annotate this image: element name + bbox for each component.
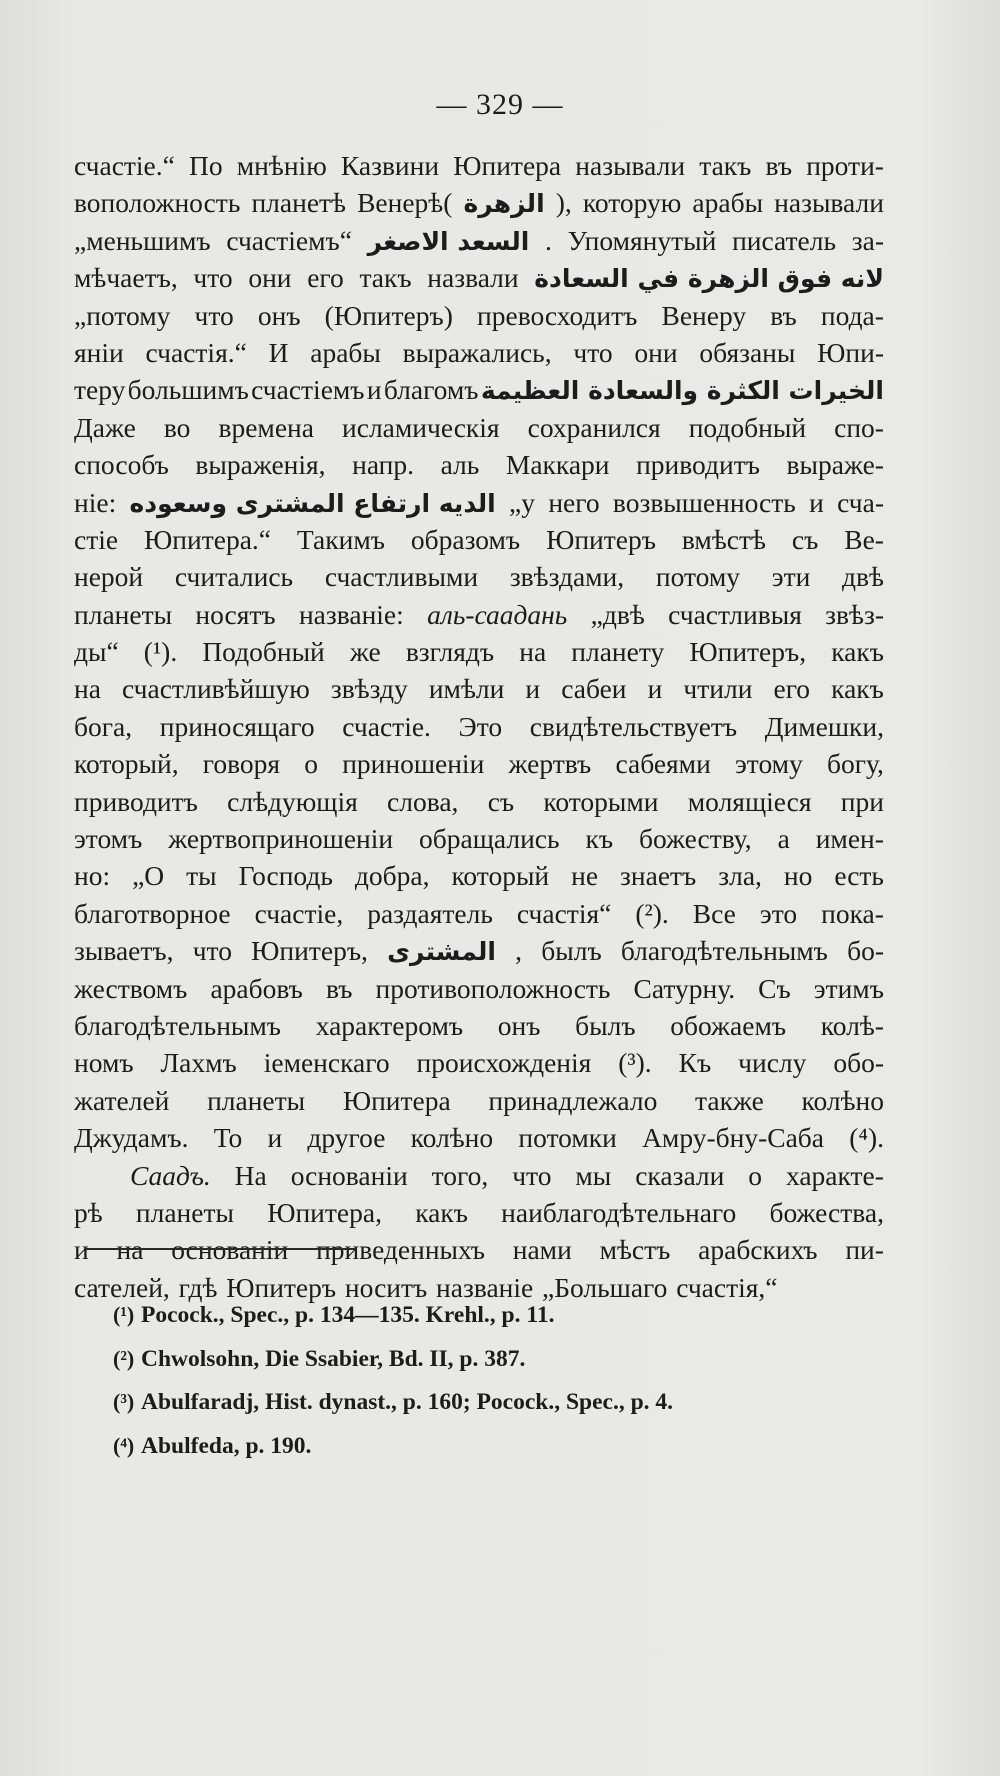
word: обязаны [699, 336, 796, 368]
word: былъ [575, 1009, 636, 1041]
footnote-marker: (⁴) [113, 1432, 135, 1458]
word: выраже- [786, 449, 884, 481]
word: и [525, 673, 541, 705]
word: нами [512, 1234, 572, 1266]
word: свидѣтельствуетъ [529, 710, 738, 742]
word: образомъ [410, 523, 521, 555]
word: бо- [847, 935, 884, 967]
word: въ [765, 150, 793, 181]
word: пи- [845, 1234, 884, 1266]
text-line [74, 898, 884, 935]
word: колѣно [410, 1122, 494, 1154]
word: Упомянутый [567, 224, 717, 256]
word: чтили [683, 673, 753, 705]
word: счастіемъ [251, 374, 365, 406]
text-line [74, 1047, 884, 1084]
word: „двѣ [590, 598, 645, 630]
word: во [163, 411, 191, 443]
footnote [113, 1302, 873, 1346]
word: что [573, 336, 613, 368]
text-line [74, 412, 884, 449]
word: благодѣтельнымъ [74, 1009, 282, 1041]
word: Венерѣ( [357, 187, 453, 219]
text-line [74, 673, 884, 710]
word: Юпитеръ, [251, 935, 368, 967]
word: зываетъ, [74, 935, 174, 967]
word: этому [735, 748, 803, 780]
footnote-text: Abulfaradj, Hist. dynast., p. 160; Pocock., Spec., p. 4. [141, 1389, 674, 1416]
text-line [74, 1085, 884, 1122]
word: Юпитера, [267, 1196, 382, 1228]
word: слова, [387, 785, 459, 817]
italic-term: Саадъ. [130, 1159, 211, 1191]
word: но [783, 860, 813, 892]
body-text [74, 150, 884, 1309]
word: и [647, 673, 663, 705]
word: который [451, 860, 550, 892]
text-line [74, 711, 884, 748]
word: жертвоприношеніи [168, 823, 394, 855]
word: Юпитера [453, 150, 562, 181]
word: арабы [692, 187, 764, 219]
word: благодѣтельнымъ [620, 935, 828, 967]
footnote [113, 1346, 873, 1390]
word: ты [186, 860, 217, 892]
word: знаетъ [620, 860, 697, 892]
word: и [809, 486, 824, 518]
word: Сатурну. [633, 972, 736, 1004]
word: проти- [806, 150, 884, 181]
word: но: [74, 860, 111, 892]
word: имѣли [428, 673, 505, 705]
word: добра, [354, 860, 430, 892]
word: его [773, 673, 811, 705]
word: , [515, 935, 523, 967]
text-line [74, 786, 884, 823]
word: . [545, 224, 552, 256]
word: потомки [518, 1122, 617, 1154]
word: Юпитеръ [226, 1271, 337, 1303]
word: характеромъ [315, 1009, 464, 1041]
word: номъ [74, 1047, 134, 1079]
word: (²). [635, 897, 669, 929]
word: считались [174, 561, 294, 593]
word: сча- [837, 486, 884, 518]
word: пода- [820, 299, 884, 331]
text-line [74, 1160, 884, 1197]
word: счастіе.“ [74, 150, 175, 181]
word: жателей [74, 1084, 170, 1116]
word: мѣчаетъ, [74, 262, 178, 294]
footnote [113, 1433, 873, 1477]
word: божеству, [638, 823, 752, 855]
text-line [74, 225, 884, 262]
word: божества, [769, 1196, 884, 1228]
word: съ [791, 523, 819, 555]
word: Димешки, [764, 710, 884, 742]
text-line [74, 860, 884, 897]
word: яніи [74, 336, 124, 368]
text-line [74, 374, 884, 411]
word: приносящаго [159, 710, 315, 742]
word: Все [692, 897, 736, 929]
word: мы [575, 1159, 612, 1191]
text-line [74, 973, 884, 1010]
word: сохранился [527, 411, 661, 443]
word: не [571, 860, 599, 892]
footnote-divider [84, 1248, 356, 1250]
word: его [307, 262, 344, 294]
word: Это [458, 710, 503, 742]
footnote-marker: (³) [113, 1389, 135, 1415]
arabic-phrase: المشترى [387, 937, 496, 967]
word: принадлежало [488, 1084, 658, 1116]
word: счастія,“ [676, 1271, 778, 1303]
word: имен- [815, 823, 884, 855]
word: говоря [202, 748, 281, 780]
word: счастія“ [516, 897, 612, 929]
word: названіе: [298, 598, 404, 630]
word: это [759, 897, 798, 929]
word: же [349, 636, 381, 668]
word: другое [307, 1122, 386, 1154]
word: звѣзду [330, 673, 408, 705]
word: мнѣнію [236, 150, 327, 181]
word: превосходитъ [477, 299, 638, 331]
word: которую [582, 187, 682, 219]
word: счастіемъ“ [226, 224, 352, 256]
word: онъ [497, 1009, 541, 1041]
word: о [304, 748, 318, 780]
word: того, [431, 1159, 489, 1191]
word: теру [74, 374, 126, 406]
word: Лахмъ [160, 1047, 237, 1079]
word: обожаемъ [670, 1009, 787, 1041]
word: Съ [758, 972, 791, 1004]
word: Казвини [340, 150, 440, 181]
word: и [366, 374, 382, 406]
word: бога, [74, 710, 133, 742]
word: Такимъ [296, 523, 385, 555]
text-line [74, 262, 884, 299]
text-line [74, 487, 884, 524]
word: обо- [833, 1047, 884, 1079]
page-number: — 329 — [436, 88, 564, 121]
word: ), [555, 187, 572, 219]
text-line [74, 1197, 884, 1234]
word: характе- [785, 1159, 884, 1191]
arabic-phrase: الخيرات الكثرة والسعادة العظيمة [480, 376, 884, 406]
text-line [74, 599, 884, 636]
italic-term: аль-саадань [427, 598, 568, 630]
word: вмѣстѣ [681, 523, 766, 555]
word: также [695, 1084, 764, 1116]
word: къ [585, 823, 614, 855]
word: Ве- [844, 523, 884, 555]
footnote [113, 1389, 873, 1433]
word: какъ [415, 1196, 468, 1228]
word: жертвъ [508, 748, 592, 780]
word: И [268, 336, 289, 368]
word: По [189, 150, 223, 181]
word: на [74, 673, 101, 705]
word: счастливѣйшую [122, 673, 310, 705]
footnote-text: Abulfeda, p. 190. [141, 1432, 312, 1459]
text-line [74, 1234, 884, 1271]
word: Къ [678, 1047, 712, 1079]
word: такъ [699, 150, 752, 181]
text-line [74, 636, 884, 673]
word: „Большаго [542, 1271, 668, 1303]
text-line [74, 449, 884, 486]
word: счастливыми [324, 561, 479, 593]
word: какъ [831, 673, 884, 705]
word: колѣ- [820, 1009, 884, 1041]
word: какъ [831, 636, 884, 668]
footnote-marker: (¹) [113, 1302, 135, 1327]
word: (⁴). [849, 1122, 884, 1154]
word: на [116, 1234, 144, 1266]
word: противоположность [375, 972, 611, 1004]
word: потому [655, 561, 741, 593]
word: ды“ [74, 636, 119, 668]
word: и [267, 1122, 283, 1154]
word: былъ [541, 935, 602, 967]
text-line [74, 187, 884, 224]
word: „у [509, 486, 535, 518]
text-line [74, 524, 884, 561]
arabic-phrase: لانه فوق الزهرة في السعادة [534, 264, 884, 294]
word: за- [851, 224, 884, 256]
word: счастіе, [254, 897, 344, 929]
word: назвали [427, 262, 519, 294]
word: благотворное [74, 897, 231, 929]
word: планету [571, 636, 665, 668]
word: происхожденія [416, 1047, 592, 1079]
word: Юпитера [342, 1084, 451, 1116]
word: планеты [74, 598, 173, 630]
word: писатель [732, 224, 837, 256]
word: наиблагодѣтельнаго [501, 1196, 737, 1228]
text-line [74, 337, 884, 374]
word: Венеру [661, 299, 747, 331]
text-line [74, 823, 884, 860]
word: способъ [74, 449, 169, 481]
word: него [548, 486, 600, 518]
word: приведенныхъ [316, 1234, 485, 1266]
word: Подобный [202, 636, 325, 668]
word: о [748, 1159, 763, 1191]
word: которыми [543, 785, 659, 817]
word: (Юпитеръ) [324, 299, 453, 331]
word: двѣ [842, 561, 884, 593]
word: (¹). [143, 636, 178, 668]
word: эти [771, 561, 811, 593]
word: сабеями [615, 748, 711, 780]
word: арабскихъ [698, 1234, 818, 1266]
footnote-marker: (²) [113, 1345, 135, 1371]
footnote-text: Pocock., Spec., p. 134—135. Krehl., p. 11. [141, 1302, 555, 1328]
word: что [192, 935, 232, 967]
word: сабеи [561, 673, 627, 705]
word: То [213, 1122, 243, 1154]
word: гдѣ [178, 1271, 218, 1303]
text-line [74, 935, 884, 972]
word: подобный [688, 411, 807, 443]
word: пока- [821, 897, 884, 929]
word: и [74, 1234, 89, 1266]
word: звѣз- [825, 598, 884, 630]
text-line [74, 561, 884, 598]
word: Даже [74, 411, 136, 443]
word: Амру-бну-Саба [642, 1122, 824, 1154]
word: слѣдующія [227, 785, 358, 817]
word: основаніи [171, 1234, 289, 1266]
word: взглядъ [405, 636, 495, 668]
word: „О [132, 860, 165, 892]
word: богу, [827, 748, 884, 780]
word: молящіеся [687, 785, 812, 817]
word: выраженія, [195, 449, 326, 481]
footnote-text: Chwolsohn, Die Ssabier, Bd. II, p. 387. [141, 1345, 526, 1372]
word: что [512, 1159, 552, 1191]
arabic-phrase: الزهرة [463, 189, 545, 219]
word: большимъ [127, 374, 249, 406]
word: числу [738, 1047, 807, 1079]
word: мѣстъ [599, 1234, 671, 1266]
word: сателей, [74, 1271, 170, 1303]
word: они [634, 336, 678, 368]
word: На [234, 1159, 267, 1191]
word: зла, [718, 860, 762, 892]
word: на [519, 636, 547, 668]
word: обращались [419, 823, 560, 855]
word: арабовъ [210, 972, 303, 1004]
word: этомъ [74, 823, 143, 855]
word: Юпитеръ, [689, 636, 807, 668]
word: (³). [618, 1047, 652, 1079]
word: счастливыя [668, 598, 802, 630]
word: „потому [74, 299, 171, 331]
text-line [74, 1122, 884, 1159]
word: стіе [74, 523, 119, 555]
word: рѣ [74, 1196, 103, 1228]
word: Джудамъ. [74, 1122, 189, 1154]
arabic-phrase: الديه ارتفاع المشترى وسعوده [129, 488, 496, 518]
word: планеты [207, 1084, 306, 1116]
word: а [777, 823, 790, 855]
word: основаніи [290, 1159, 408, 1191]
word: Юпи- [817, 336, 884, 368]
word: ніе: [74, 486, 117, 518]
word: жествомъ [74, 972, 188, 1004]
word: планетѣ [251, 187, 346, 219]
word: что [193, 262, 233, 294]
word: онъ [257, 299, 301, 331]
word: носитъ [344, 1271, 428, 1303]
word: приводитъ [636, 449, 760, 481]
word: нерой [74, 561, 144, 593]
word: спо- [834, 411, 884, 443]
word: при [840, 785, 884, 817]
word: который, [74, 748, 179, 780]
word: раздаятель [367, 897, 493, 929]
word: исламическія [342, 411, 500, 443]
word: воположность [74, 187, 241, 219]
word: счастіе. [342, 710, 431, 742]
word: Юпитеръ [546, 523, 656, 555]
word: арабы [310, 336, 381, 368]
word: называли [774, 187, 884, 219]
word: колѣно [801, 1084, 884, 1116]
word: „меньшимъ [74, 224, 211, 256]
word: Юпитера.“ [144, 523, 271, 555]
word: въ [325, 972, 353, 1004]
word: напр. [352, 449, 415, 481]
word: сказали [635, 1159, 725, 1191]
word: носятъ [195, 598, 276, 630]
word: приводитъ [74, 785, 198, 817]
word: возвышенность [612, 486, 796, 518]
word: съ [487, 785, 515, 817]
word: названіе [436, 1271, 534, 1303]
word: приношеніи [342, 748, 485, 780]
word: іеменскаго [263, 1047, 390, 1079]
arabic-phrase: السعد الاصغر [367, 226, 530, 256]
word: времена [218, 411, 314, 443]
word: Маккари [505, 449, 610, 481]
word: что [194, 299, 234, 331]
word: такъ [359, 262, 412, 294]
text-line [74, 300, 884, 337]
word: выражались, [402, 336, 552, 368]
word: планеты [135, 1196, 234, 1228]
word: счастія.“ [145, 336, 247, 368]
word: благомъ [383, 374, 479, 406]
footnotes [113, 1302, 873, 1476]
word: называли [575, 150, 686, 181]
word: аль [440, 449, 480, 481]
word: звѣздами, [509, 561, 625, 593]
text-line [74, 150, 884, 187]
word: есть [834, 860, 884, 892]
text-line [74, 1010, 884, 1047]
word: Господь [238, 860, 333, 892]
word: они [248, 262, 292, 294]
word: этимъ [813, 972, 884, 1004]
text-line [74, 748, 884, 785]
word: въ [770, 299, 797, 331]
